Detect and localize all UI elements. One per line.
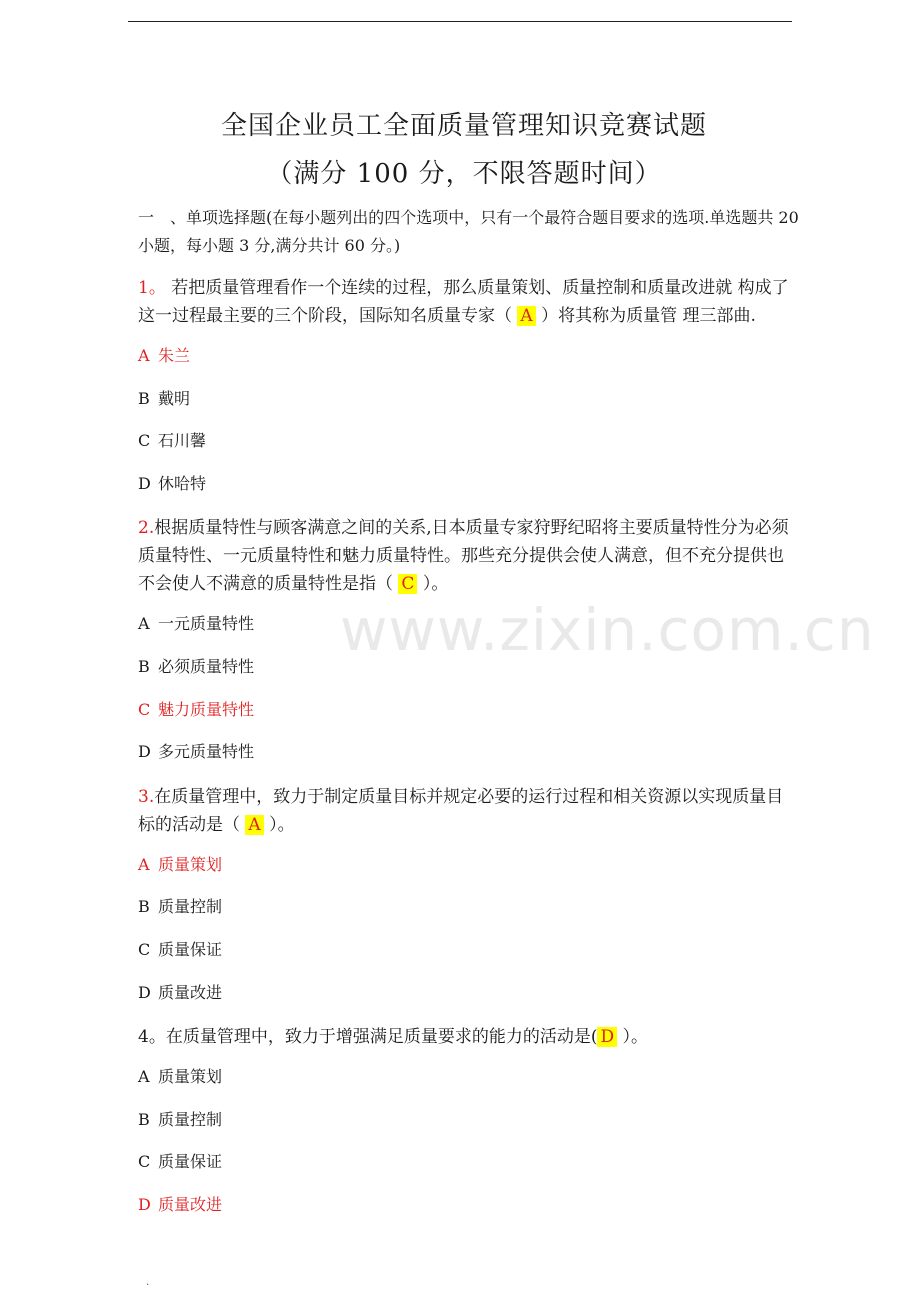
option-letter: C bbox=[138, 1152, 151, 1172]
option-letter: C bbox=[138, 939, 151, 959]
question-text: 在质量管理中，致力于增强满足质量要求的能力的活动是( bbox=[165, 1027, 598, 1048]
option-item bbox=[138, 387, 800, 411]
option-text: 朱兰 bbox=[158, 346, 191, 365]
option-text: 魅力质量特性 bbox=[158, 699, 255, 719]
question-text: 若把质量管理看作一个连续的过程，那么质量策划、质量控制和质量改进就 构成了这一过程最主要的三个阶段，国际知名质量专家（ bbox=[138, 278, 789, 326]
document-subtitle: （满分 100 分，不限答题时间） bbox=[266, 159, 662, 189]
option-letter: A bbox=[138, 346, 150, 365]
section-heading: 一 、单项选择题(在每小题列出的四个选项中，只有一个最符合题目要求的选项.单选题共 20 小题，每小题 3 分,满分共计 60 分。) bbox=[138, 208, 799, 255]
option-text: 质量控制 bbox=[158, 1109, 223, 1129]
footer-mark: . bbox=[146, 1277, 150, 1288]
option-letter: D bbox=[138, 982, 151, 1002]
option-letter: C bbox=[138, 699, 151, 719]
option-item bbox=[138, 429, 800, 453]
question-text-end: ）将其称为质量管 理三部曲. bbox=[535, 306, 756, 326]
option-text: 休哈特 bbox=[158, 473, 207, 493]
option-text: 多元质量特性 bbox=[158, 742, 255, 762]
question-text: 在质量管理中，致力于制定质量目标并规定必要的运行过程和相关资源以实现质量目标的活动是（ bbox=[138, 786, 784, 835]
question-text-end: ）。 bbox=[617, 1027, 649, 1048]
option-text: 质量保证 bbox=[158, 1152, 223, 1172]
question-3 bbox=[138, 783, 800, 839]
question-text-end: ）。 bbox=[263, 814, 295, 835]
question-text: 根据质量特性与顾客满意之间的关系,日本质量专家狩野纪昭将主要质量特性分为必须质量特性、一元质量特性和魅力质量特性。那些充分提供会使人满意，但不充分提供也不会使人不满意的质量特性是指（ bbox=[138, 518, 789, 595]
answer-highlight: A bbox=[517, 306, 535, 326]
option-letter: B bbox=[138, 1109, 150, 1129]
option-item bbox=[138, 472, 800, 496]
question-1 bbox=[138, 274, 800, 330]
option-text: 质量控制 bbox=[158, 897, 223, 917]
option-item bbox=[138, 1108, 800, 1132]
question-number: 4。 bbox=[138, 1027, 166, 1048]
option-letter: B bbox=[138, 388, 150, 408]
option-text: 质量保证 bbox=[158, 939, 223, 959]
question-number: 2. bbox=[138, 518, 155, 539]
question-number: 3. bbox=[138, 786, 155, 807]
option-letter: D bbox=[138, 742, 151, 762]
document-title: 全国企业员工全面质量管理知识竞赛试题 bbox=[220, 111, 707, 141]
question-4 bbox=[138, 1023, 800, 1051]
option-item bbox=[138, 981, 800, 1005]
option-item bbox=[138, 1150, 800, 1174]
question-text-end: ）。 bbox=[417, 574, 449, 595]
option-item bbox=[138, 740, 800, 764]
option-item bbox=[138, 344, 800, 368]
option-text: 戴明 bbox=[158, 388, 191, 408]
option-letter: D bbox=[138, 1194, 151, 1214]
option-item bbox=[138, 1065, 800, 1089]
option-text: 质量改进 bbox=[158, 1194, 223, 1214]
option-letter: A bbox=[138, 614, 150, 634]
option-text: 质量策划 bbox=[158, 1067, 223, 1087]
option-item bbox=[138, 895, 800, 919]
answer-highlight: D bbox=[597, 1027, 617, 1047]
option-text: 一元质量特性 bbox=[158, 614, 255, 634]
option-letter: A bbox=[138, 854, 150, 874]
question-2 bbox=[138, 514, 800, 598]
answer-highlight: A bbox=[245, 815, 263, 835]
option-letter: A bbox=[138, 1067, 150, 1087]
option-item bbox=[138, 938, 800, 962]
option-item bbox=[138, 853, 800, 877]
option-letter: B bbox=[138, 656, 150, 676]
option-text: 石川馨 bbox=[158, 431, 207, 451]
option-letter: B bbox=[138, 897, 150, 917]
answer-highlight: C bbox=[398, 574, 417, 594]
option-text: 质量改进 bbox=[158, 982, 223, 1002]
header-rule bbox=[128, 21, 792, 22]
option-text: 质量策划 bbox=[158, 854, 223, 874]
option-item bbox=[138, 698, 800, 722]
option-item bbox=[138, 612, 800, 636]
watermark: www.zixin.com.cn bbox=[340, 596, 875, 664]
option-text: 必须质量特性 bbox=[158, 656, 255, 676]
document-body bbox=[138, 108, 800, 1236]
option-letter: D bbox=[138, 473, 151, 493]
option-item bbox=[138, 1193, 800, 1217]
option-letter: C bbox=[138, 431, 151, 451]
question-number: 1。 bbox=[138, 278, 166, 298]
option-item bbox=[138, 655, 800, 679]
